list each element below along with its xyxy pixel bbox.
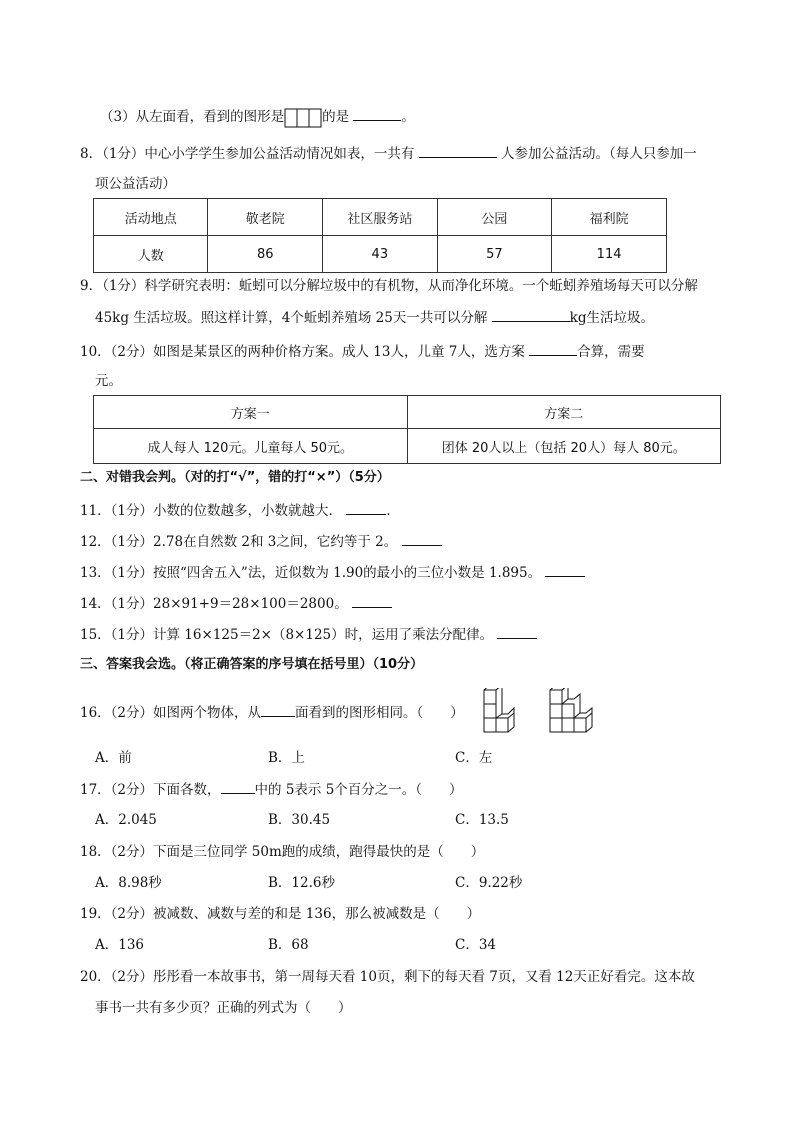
- q18-option-c[interactable]: C．9.22秒: [455, 875, 523, 891]
- answer-blank[interactable]: [352, 593, 392, 608]
- price-plan-table: [93, 395, 721, 464]
- table-cell: 86: [208, 236, 323, 273]
- question-17: [80, 779, 463, 800]
- question-14: [80, 593, 392, 614]
- answer-blank[interactable]: [419, 143, 497, 158]
- answer-blank[interactable]: [346, 500, 386, 515]
- question-9-line2: [95, 307, 654, 328]
- answer-blank[interactable]: [221, 779, 255, 794]
- answer-blank[interactable]: [492, 307, 570, 322]
- cube-figure-1: [482, 688, 524, 734]
- q17-text-b: 中的 5表示 5个百分之一。（ ）: [254, 782, 463, 798]
- plan1-text: 成人每人 120元。儿童每人 50元。: [94, 429, 408, 464]
- question-16: [80, 702, 464, 723]
- q12-text: 12．（1分）2.78在自然数 2和 3之间，它约等于 2。: [80, 534, 398, 550]
- section-3-heading: 三、答案我会选。（将正确答案的序号填在括号里）（10分）: [80, 657, 424, 672]
- table-cell: 43: [323, 236, 438, 273]
- question-15: [80, 624, 537, 645]
- q16-option-c[interactable]: C．左: [455, 750, 493, 766]
- question-20-line1: 20．（2分）彤彤看一本故事书，第一周每天看 10页，剩下的每天看 7页，又看 12天正好看完。这本故: [80, 969, 695, 985]
- cube-figure-2: [548, 688, 598, 734]
- q19-option-b[interactable]: B．68: [268, 937, 309, 953]
- q19-option-c[interactable]: C．34: [455, 937, 497, 953]
- plan2-text: 团体 20人以上（包括 20人）每人 80元。: [407, 429, 721, 464]
- question-9-line1: [80, 276, 698, 296]
- question-11: [80, 500, 400, 521]
- table-row: [94, 236, 667, 273]
- table-row: [94, 429, 721, 464]
- q18-option-b[interactable]: B．12.6秒: [268, 875, 335, 891]
- question-8-line2: [95, 174, 176, 194]
- q14-text: 14．（1分）28×91+9＝28×100＝2800。: [80, 596, 348, 612]
- q10-text-b: 合算，需要: [577, 344, 645, 360]
- question-10-line1: [80, 341, 645, 362]
- answer-blank[interactable]: [545, 562, 585, 577]
- q17-option-a[interactable]: A．2.045: [95, 812, 157, 828]
- q16-option-a[interactable]: A．前: [95, 750, 132, 766]
- table-cell: 公园: [437, 199, 552, 236]
- table-header-row: [94, 199, 667, 236]
- table-header-row: [94, 396, 721, 429]
- q16-option-b[interactable]: B．上: [268, 750, 305, 766]
- q13-text: 13．（1分）按照“四舍五入”法，近似数为 1.90的最小的三位小数是 1.895。: [80, 565, 542, 581]
- q10-text-a: 10．（2分）如图是某景区的两种价格方案。成人 13人，儿童 7人，选方案: [80, 344, 525, 360]
- question-19: 19．（2分）被减数、减数与差的和是 136，那么被减数是（ ）: [80, 906, 481, 922]
- question-10-line2: [95, 371, 122, 391]
- q17-option-b[interactable]: B．30.45: [268, 812, 331, 828]
- q7-3-end: 。: [401, 109, 415, 125]
- answer-blank[interactable]: [402, 531, 442, 546]
- table-cell: 敬老院: [208, 199, 323, 236]
- answer-blank[interactable]: [529, 341, 577, 356]
- q17-text-a: 17．（2分）下面各数，: [80, 782, 221, 798]
- question-13: [80, 562, 585, 583]
- q16-text-b: 面看到的图形相同。（ ）: [295, 705, 464, 721]
- q10-text-c: 元。: [95, 373, 122, 389]
- table-cell: 114: [552, 236, 667, 273]
- table-cell: 福利院: [552, 199, 667, 236]
- question-8-line1: [80, 143, 697, 164]
- q11-end: ．: [386, 503, 400, 519]
- q9-text-b: 45kg 生活垃圾。照这样计算，4个蚯蚓养殖场 25天一共可以分解: [95, 310, 488, 326]
- section-2-heading: 二、对错我会判。（对的打“√”，错的打“×”）（5分）: [80, 470, 390, 485]
- q7-3-prefix: （3）从左面看，看到的图形是: [100, 109, 285, 125]
- q19-option-a[interactable]: A．136: [95, 937, 145, 953]
- plan2-title: 方案二: [407, 396, 721, 429]
- q8-text-a: 8．（1分）中心小学学生参加公益活动情况如表，一共有: [80, 146, 415, 162]
- q7-3-suffix: 的是: [322, 109, 350, 125]
- table-cell: 57: [437, 236, 552, 273]
- q18-option-a[interactable]: A．8.98秒: [95, 875, 162, 891]
- answer-blank[interactable]: [497, 624, 537, 639]
- question-7-3: [100, 106, 415, 128]
- q8-text-c: 项公益活动）: [95, 176, 176, 192]
- question-12: [80, 531, 442, 552]
- table-cell: 活动地点: [94, 199, 208, 236]
- answer-blank[interactable]: [261, 702, 295, 717]
- answer-blank[interactable]: [353, 106, 401, 121]
- table-cell: 人数: [94, 236, 208, 273]
- q15-text: 15．（1分）计算 16×125＝2×（8×125）时，运用了乘法分配律。: [80, 627, 494, 643]
- q9-text-c: kg生活垃圾。: [569, 310, 654, 326]
- q9-text-a: 9．（1分）科学研究表明：蚯蚓可以分解垃圾中的有机物，从而净化环境。一个蚯蚓养殖场每天可以分解: [80, 278, 698, 294]
- three-squares-figure: [284, 108, 322, 128]
- table-cell: 社区服务站: [323, 199, 438, 236]
- q11-text: 11．（1分）小数的位数越多，小数就越大．: [80, 503, 343, 519]
- q17-option-c[interactable]: C．13.5: [455, 812, 509, 828]
- question-18: 18．（2分）下面是三位同学 50m跑的成绩，跑得最快的是（ ）: [80, 844, 485, 860]
- question-20-line2: 事书一共有多少页？正确的列式为（ ）: [95, 1000, 352, 1016]
- activity-table: [93, 198, 667, 273]
- plan1-title: 方案一: [94, 396, 408, 429]
- q8-text-b: 人参加公益活动。（每人只参加一: [501, 146, 697, 162]
- q16-text-a: 16．（2分）如图两个物体，从: [80, 705, 262, 721]
